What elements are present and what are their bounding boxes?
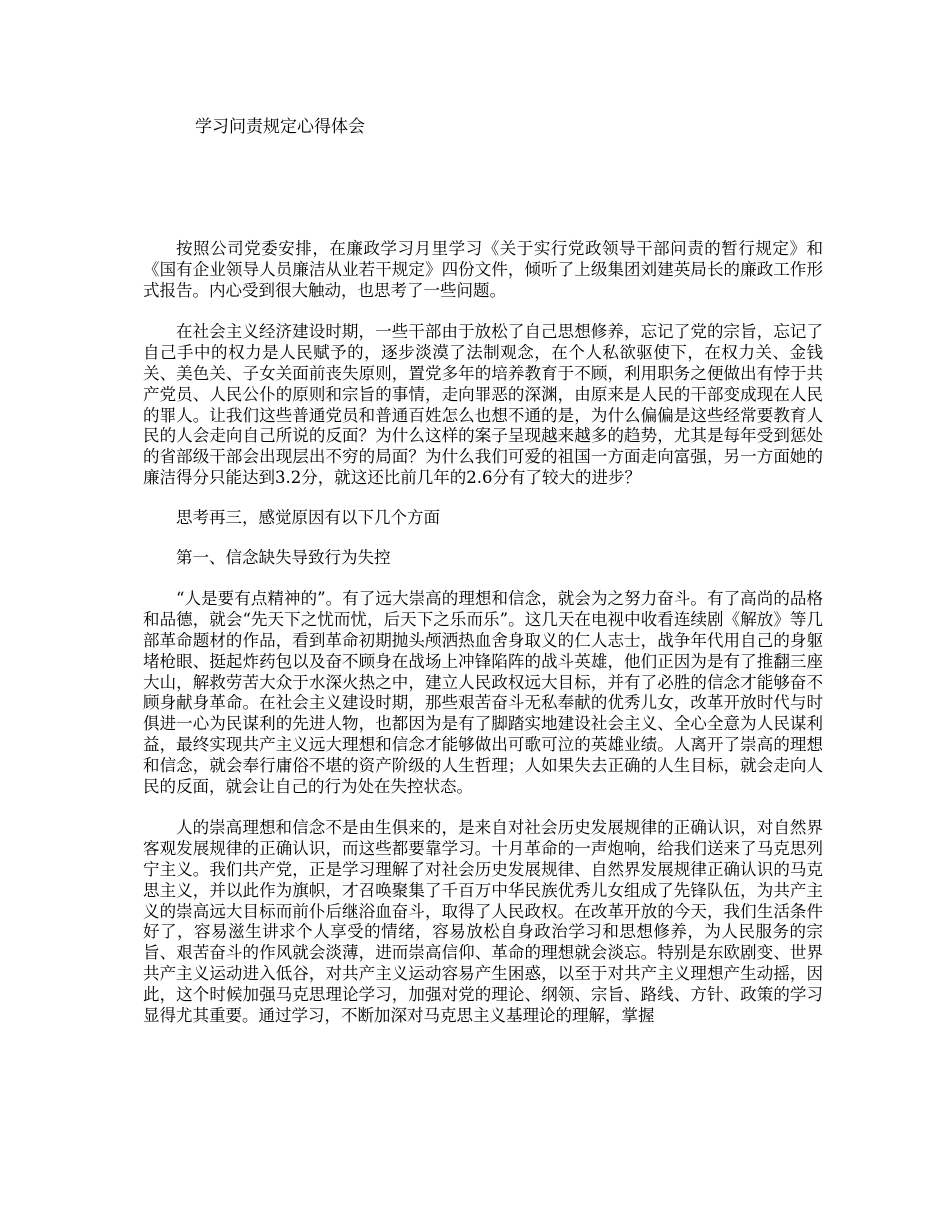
paragraph-intro: 按照公司党委安排，在廉政学习月里学习《关于实行党政领导干部问责的暂行规定》和《国有企业领导人员廉洁从业若干规定》四份文件，倾听了上级集团刘建英局长的廉政工作形式报告。内心受到很大触动，也思考了一些问题。 bbox=[143, 239, 823, 300]
paragraph-spirit: “人是要有点精神的”。有了远大崇高的理想和信念，就会为之努力奋斗。有了高尚的品格和品德，就会“先天下之忧而忧，后天下之乐而乐”。这几天在电视中收看连续剧《解放》等几部革命题材的作品，看到革命初期抛头颅洒热血舍身取义的仁人志士，战争年代用自己的身躯堵枪眼、挺起炸药包以及奋不顾身在战场上冲锋陷阵的战斗英雄，他们正因为是有了推翻三座大山，解救劳苦大众于水深火热之中，建立人民政权远大目标，并有了必胜的信念才能够奋不顾身献身革命。在社会主义建设时期，那些艰苦奋斗无私奉献的优秀儿女，改革开放时代与时俱进一心为民谋利的先进人物，也都因为是有了脚踏实地建设社会主义、全心全意为人民谋利益，最终实现共产主义远大理想和信念才能够做出可歌可泣的英雄业绩。人离开了崇高的理想和信念，就会奉行庸俗不堪的资产阶级的人生哲理；人如果失去正确的人生目标，就会走向人民的反面，就会让自己的行为处在失控状态。 bbox=[143, 589, 823, 796]
document-title: 学习问责规定心得体会 bbox=[195, 117, 365, 137]
section-heading-first: 第一、信念缺失导致行为失控 bbox=[176, 547, 391, 567]
paragraph-problem: 在社会主义经济建设时期，一些干部由于放松了自己思想修养，忘记了党的宗旨，忘记了自己手中的权力是人民赋予的，逐步淡漠了法制观念，在个人私欲驱使下，在权力关、金钱关、美色关、子女关面前丧失原则，置党多年的培养教育于不顾，利用职务之便做出有悖于共产党员、人民公仆的原则和宗旨的事情，走向罪恶的深渊，由原来是人民的干部变成现在人民的罪人。让我们这些普通党员和普通百姓怎么也想不通的是，为什么偏偏是这些经常要教育人民的人会走向自己所说的反面？为什么这样的案子呈现越来越多的趋势，尤其是每年受到惩处的省部级干部会出现层出不穷的局面？为什么我们可爱的祖国一方面走向富强，另一方面她的廉洁得分只能达到3.2分，就这还比前几年的2.6分有了较大的进步？ bbox=[143, 322, 823, 487]
paragraph-reasons-intro: 思考再三，感觉原因有以下几个方面 bbox=[176, 507, 440, 527]
document-body bbox=[143, 239, 823, 1026]
paragraph-study: 人的崇高理想和信念不是由生俱来的，是来自对社会历史发展规律的正确认识，对自然界客观发展规律的正确认识，而这些都要靠学习。十月革命的一声炮响，给我们送来了马克思列宁主义。我们共产党，正是学习理解了对社会历史发展规律、自然界发展规律正确认识的马克思主义，并以此作为旗帜，才召唤聚集了千百万中华民族优秀儿女组成了先锋队伍，为共产主义的崇高远大目标而前仆后继浴血奋斗，取得了人民政权。在改革开放的今天，我们生活条件好了，容易滋生讲求个人享受的情绪，容易放松自身政治学习和思想修养，为人民服务的宗旨、艰苦奋斗的作风就会淡薄，进而崇高信仰、革命的理想就会淡忘。特别是东欧剧变、世界共产主义运动进入低谷，对共产主义运动容易产生困惑，以至于对共产主义理想产生动摇，因此，这个时候加强马克思理论学习，加强对党的理论、纲领、宗旨、路线、方针、政策的学习显得尤其重要。通过学习，不断加深对马克思主义基理论的理解，掌握 bbox=[143, 818, 823, 1025]
